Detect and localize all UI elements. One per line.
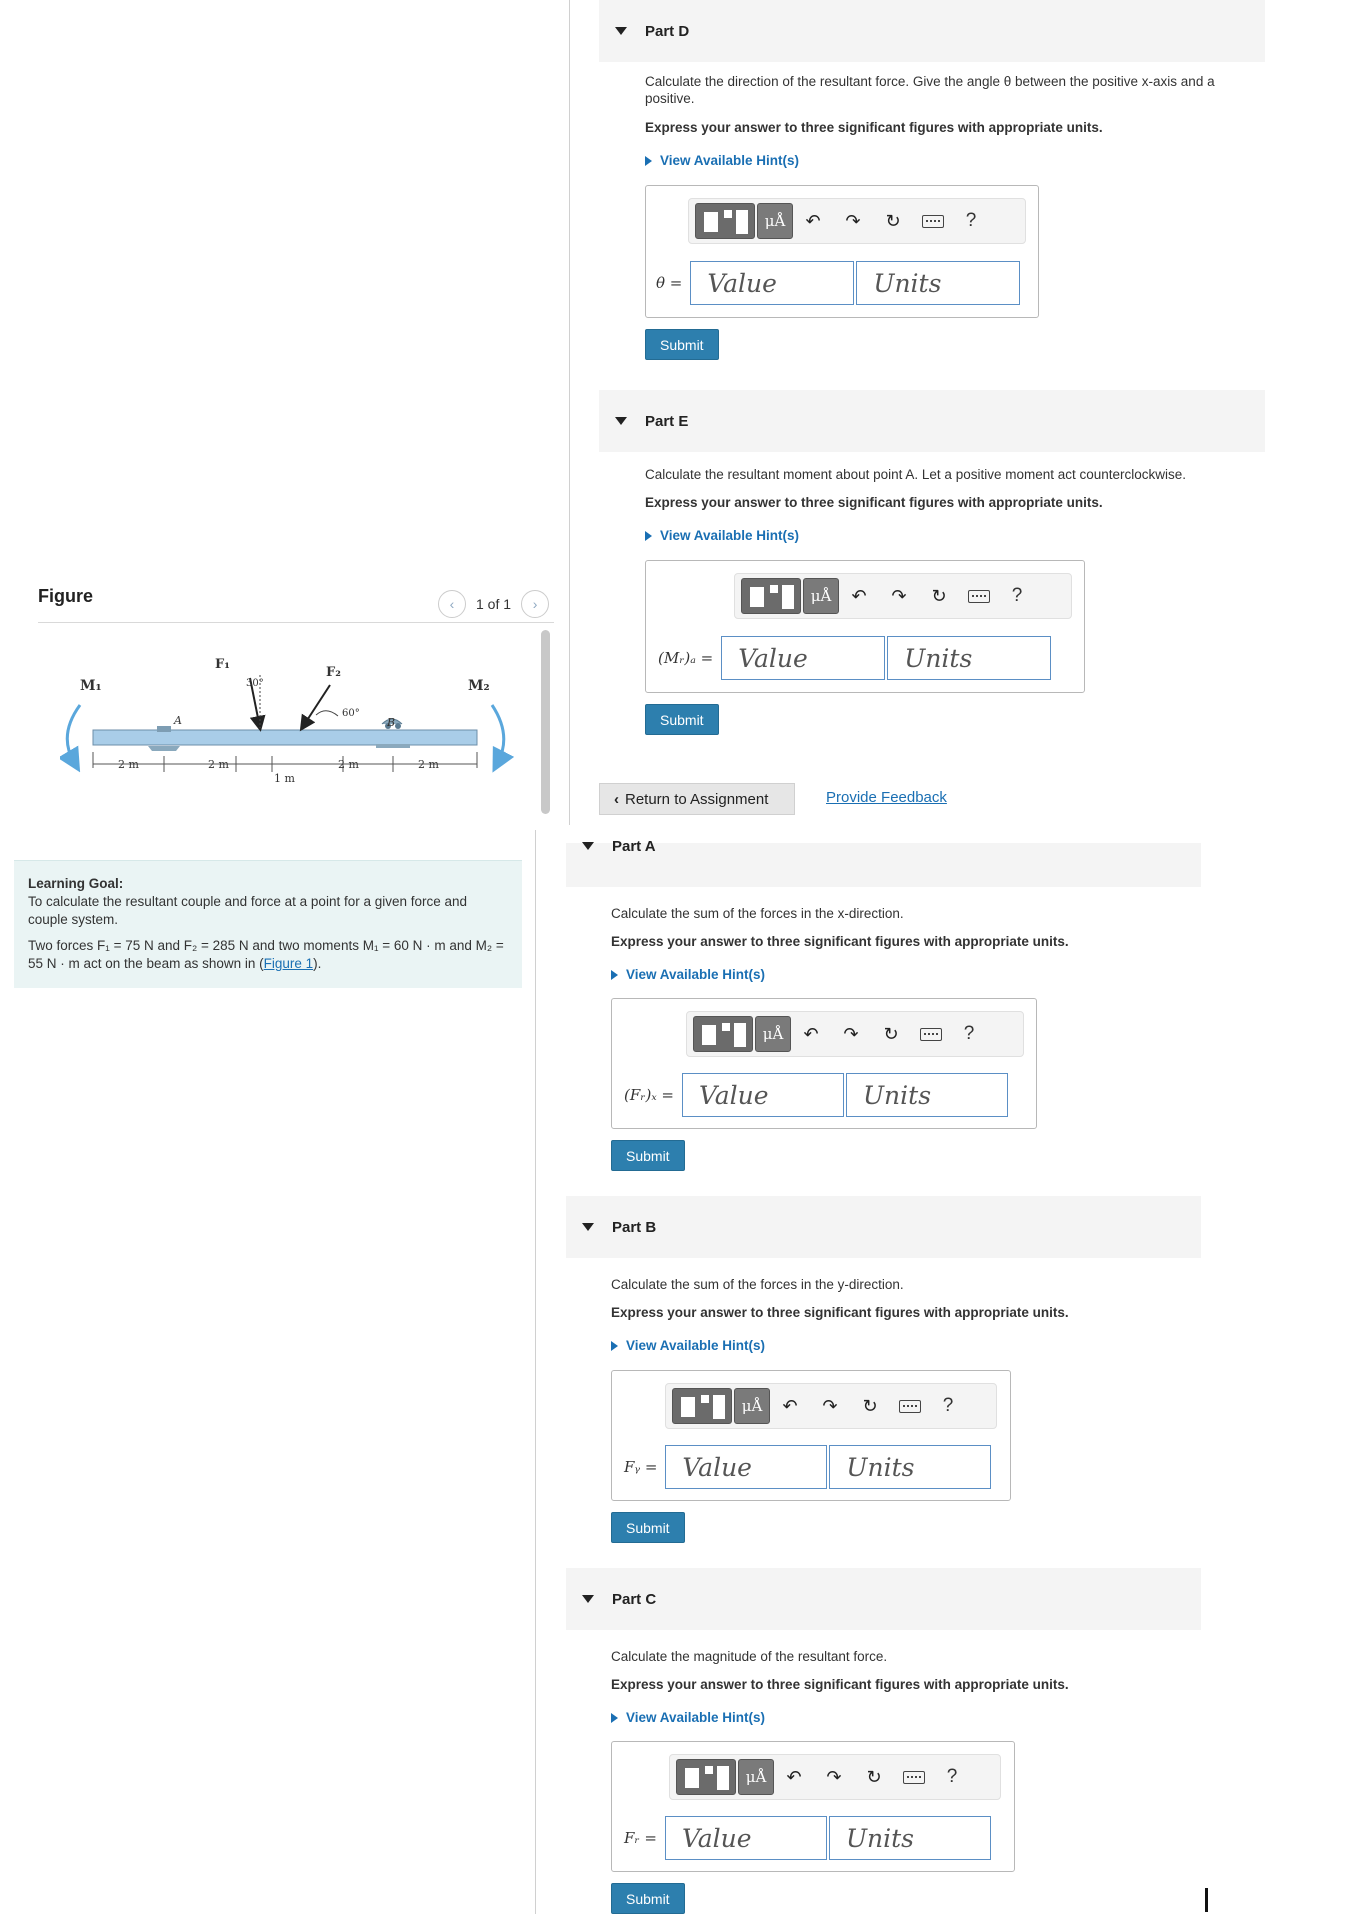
part-b-input-row <box>624 1445 991 1489</box>
expand-triangle-icon <box>611 1341 618 1351</box>
part-e-answer-box <box>645 560 1085 693</box>
math-toolbar <box>686 1011 1024 1057</box>
part-b-title: Part B <box>612 1218 657 1236</box>
figure-title: Figure <box>38 586 94 606</box>
label-b: B <box>387 716 396 729</box>
math-toolbar <box>665 1383 997 1429</box>
force-f2-arrow <box>302 685 330 728</box>
math-toolbar <box>734 573 1072 619</box>
reset-icon[interactable]: ↻ <box>885 210 901 231</box>
part-e-question: Calculate the resultant moment about point A. Let a positive moment act counterclockwise. <box>645 467 1187 482</box>
part-b-header[interactable] <box>566 1196 1201 1258</box>
label-dim-3: 1 m <box>274 772 295 785</box>
figure-divider <box>38 622 554 623</box>
reset-icon[interactable]: ↻ <box>931 585 947 606</box>
part-b-submit-button[interactable]: Submit <box>611 1512 685 1543</box>
collapse-triangle-icon <box>615 27 627 35</box>
collapse-triangle-icon <box>615 417 627 425</box>
part-d-instruction: Express your answer to three significant figures with appropriate units. <box>645 120 1103 135</box>
chevron-left-icon: ‹ <box>614 790 619 808</box>
part-e-input-row <box>658 636 1051 680</box>
panel-divider-lower <box>535 830 536 1914</box>
label-m2: M₂ <box>468 678 490 694</box>
part-d-input-row <box>656 261 1020 305</box>
figure-link[interactable]: Figure 1 <box>263 956 314 971</box>
goal-text: To calculate the resultant couple and force at a point for a given force and couple system. <box>28 894 468 927</box>
undo-icon[interactable]: ↶ <box>786 1766 802 1787</box>
redo-icon[interactable]: ↷ <box>843 1023 859 1044</box>
reset-icon[interactable]: ↻ <box>866 1766 882 1787</box>
part-a-variable: (Fᵣ)ₓ = <box>624 1086 674 1104</box>
part-b-instruction: Express your answer to three significant figures with appropriate units. <box>611 1305 1069 1320</box>
math-toolbar <box>688 198 1026 244</box>
beam-figure <box>60 640 530 810</box>
part-e-header[interactable] <box>599 390 1265 452</box>
part-b-answer-box <box>611 1370 1011 1501</box>
learning-goal <box>14 860 522 988</box>
part-d-variable: θ = <box>656 274 683 292</box>
part-d-submit-button[interactable]: Submit <box>645 329 719 360</box>
part-c-hint-toggle[interactable] <box>611 1710 765 1725</box>
redo-icon[interactable]: ↷ <box>891 585 907 606</box>
keyboard-icon[interactable] <box>913 215 953 228</box>
part-e-variable: (Mᵣ)ₐ = <box>658 649 714 667</box>
expand-triangle-icon <box>645 156 652 166</box>
units-input[interactable]: Units <box>856 261 1020 305</box>
math-toolbar <box>669 1754 1001 1800</box>
part-c-instruction: Express your answer to three significant figures with appropriate units. <box>611 1677 1069 1692</box>
problem-statement <box>28 937 508 973</box>
units-symbol-button[interactable]: μÅ <box>734 1388 770 1424</box>
part-c-header[interactable] <box>566 1568 1201 1630</box>
keyboard-icon[interactable] <box>911 1028 951 1041</box>
part-a-answer-box <box>611 998 1037 1129</box>
part-a-title: Part A <box>612 837 656 855</box>
label-angle-30: 30° <box>246 678 264 689</box>
reset-icon[interactable]: ↻ <box>862 1395 878 1416</box>
units-input[interactable]: Units <box>846 1073 1008 1117</box>
part-c-input-row <box>624 1816 991 1860</box>
expand-triangle-icon <box>611 1713 618 1723</box>
return-to-assignment-button[interactable] <box>599 783 795 815</box>
value-input[interactable]: Value <box>682 1073 844 1117</box>
hint-label: View Available Hint(s) <box>626 967 766 982</box>
label-m1: M₁ <box>80 678 102 694</box>
part-a-submit-button[interactable]: Submit <box>611 1140 685 1171</box>
value-input[interactable]: Value <box>665 1445 827 1489</box>
units-input[interactable]: Units <box>829 1816 991 1860</box>
provide-feedback-link[interactable]: Provide Feedback <box>826 789 947 806</box>
undo-icon[interactable]: ↶ <box>805 210 821 231</box>
beam <box>93 730 477 745</box>
part-d-title: Part D <box>645 22 690 40</box>
part-e-title: Part E <box>645 412 689 430</box>
part-c-answer-box <box>611 1741 1015 1872</box>
part-d-question-line2: positive. <box>645 91 695 106</box>
goal-heading: Learning Goal: <box>28 876 124 891</box>
part-d-answer-box <box>645 185 1039 318</box>
part-c-title: Part C <box>612 1590 657 1608</box>
keyboard-icon[interactable] <box>959 590 999 603</box>
undo-icon[interactable]: ↶ <box>803 1023 819 1044</box>
moment-m1-arrow <box>67 705 80 762</box>
hint-label: View Available Hint(s) <box>626 1338 766 1353</box>
help-icon[interactable]: ? <box>942 1395 954 1416</box>
part-a-instruction: Express your answer to three significant figures with appropriate units. <box>611 934 1069 949</box>
hint-label: View Available Hint(s) <box>626 1710 766 1725</box>
problem-text-end: ). <box>313 956 322 971</box>
part-a-header[interactable] <box>566 825 1201 887</box>
problem-text: Two forces F₁ = 75 N and F₂ = 285 N and two moments M₁ = 60 N · m and M₂ = 55 N · m act on the beam as shown in ( <box>28 938 504 971</box>
part-e-hint-toggle[interactable] <box>645 528 799 543</box>
moment-m2-arrow <box>492 705 504 762</box>
help-icon[interactable]: ? <box>963 1023 975 1044</box>
redo-icon[interactable]: ↷ <box>822 1395 838 1416</box>
templates-button[interactable] <box>741 578 801 614</box>
part-b-hint-toggle[interactable] <box>611 1338 765 1353</box>
hint-label: View Available Hint(s) <box>660 528 800 543</box>
label-f1: F₁ <box>215 657 230 672</box>
value-input[interactable]: Value <box>690 261 854 305</box>
return-label: Return to Assignment <box>625 790 769 808</box>
undo-icon[interactable]: ↶ <box>851 585 867 606</box>
part-a-input-row <box>624 1073 1008 1117</box>
label-a: A <box>174 714 182 727</box>
part-a-question: Calculate the sum of the forces in the x-direction. <box>611 906 904 921</box>
text-cursor <box>1205 1888 1208 1912</box>
units-input[interactable]: Units <box>887 636 1051 680</box>
label-dim-2: 2 m <box>208 758 229 771</box>
label-angle-60: 60° <box>342 708 360 719</box>
part-e-instruction: Express your answer to three significant figures with appropriate units. <box>645 495 1103 510</box>
redo-icon[interactable]: ↷ <box>826 1766 842 1787</box>
help-icon[interactable]: ? <box>965 210 977 231</box>
panel-divider-upper <box>569 0 570 830</box>
units-symbol-button[interactable]: μÅ <box>755 1016 791 1052</box>
part-c-variable: Fᵣ = <box>624 1829 657 1847</box>
redo-icon[interactable]: ↷ <box>845 210 861 231</box>
part-d-hint-toggle[interactable] <box>645 153 799 168</box>
figure-pager <box>438 590 549 618</box>
value-input[interactable]: Value <box>665 1816 827 1860</box>
units-symbol-button[interactable]: μÅ <box>803 578 839 614</box>
units-input[interactable]: Units <box>829 1445 991 1489</box>
label-dim-5: 2 m <box>418 758 439 771</box>
expand-triangle-icon <box>611 970 618 980</box>
figure-scrollbar[interactable] <box>541 630 550 814</box>
part-b-variable: Fᵧ = <box>624 1458 658 1476</box>
keyboard-icon[interactable] <box>890 1400 930 1413</box>
next-figure-button[interactable]: › <box>521 590 549 618</box>
templates-button[interactable] <box>695 203 755 239</box>
label-dim-1: 2 m <box>118 758 139 771</box>
label-f2: F₂ <box>326 665 341 680</box>
part-a-hint-toggle[interactable] <box>611 967 765 982</box>
expand-triangle-icon <box>645 531 652 541</box>
templates-button[interactable] <box>672 1388 732 1424</box>
label-dim-4: 2 m <box>338 758 359 771</box>
hint-label: View Available Hint(s) <box>660 153 800 168</box>
part-d-question-line1: Calculate the direction of the resultant force. Give the angle θ between the positive x-axis and a <box>645 74 1215 89</box>
part-d-question <box>645 73 1265 107</box>
collapse-triangle-icon <box>582 1223 594 1231</box>
help-icon[interactable]: ? <box>946 1766 958 1787</box>
part-b-question: Calculate the sum of the forces in the y-direction. <box>611 1277 904 1292</box>
value-input[interactable]: Value <box>721 636 885 680</box>
previous-figure-button[interactable]: ‹ <box>438 590 466 618</box>
part-c-question: Calculate the magnitude of the resultant force. <box>611 1649 888 1664</box>
units-symbol-button[interactable]: μÅ <box>757 203 793 239</box>
collapse-triangle-icon <box>582 1595 594 1603</box>
units-symbol-button[interactable]: μÅ <box>738 1759 774 1795</box>
keyboard-icon[interactable] <box>894 1771 934 1784</box>
collapse-triangle-icon <box>582 842 594 850</box>
part-e-submit-button[interactable]: Submit <box>645 704 719 735</box>
undo-icon[interactable]: ↶ <box>782 1395 798 1416</box>
templates-button[interactable] <box>693 1016 753 1052</box>
templates-button[interactable] <box>676 1759 736 1795</box>
pager-text: 1 of 1 <box>476 596 512 612</box>
help-icon[interactable]: ? <box>1011 585 1023 606</box>
reset-icon[interactable]: ↻ <box>883 1023 899 1044</box>
part-c-submit-button[interactable]: Submit <box>611 1883 685 1914</box>
part-d-header[interactable] <box>599 0 1265 62</box>
